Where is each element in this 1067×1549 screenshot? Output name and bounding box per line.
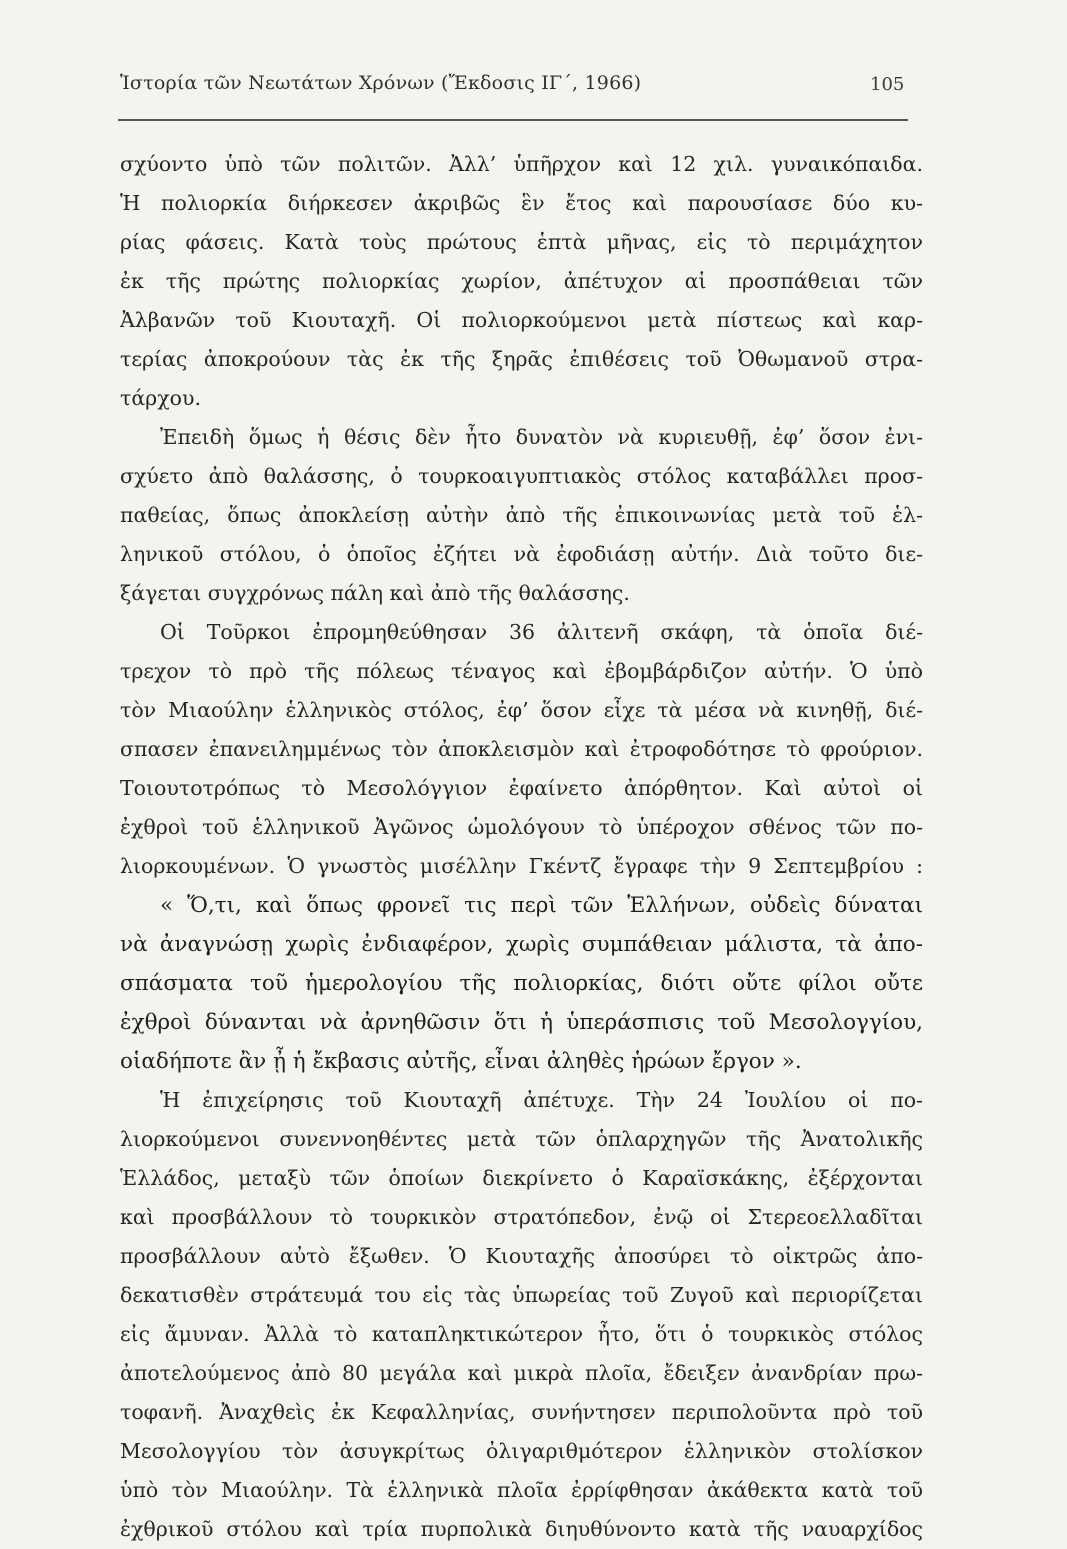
- quote-line: « Ὅ,τι, καὶ ὅπως φρονεῖ τις περὶ τῶν Ἑλλήνων, οὐδεὶς δύναται: [160, 893, 923, 918]
- text-line: ἐχθροὶ τοῦ ἑλληνικοῦ Ἀγῶνος ὡμολόγουν τὸ ὑπέροχον σθένος τῶν πο-: [120, 815, 923, 839]
- text-line: Ἡ πολιορκία διήρκεσεν ἀκριβῶς ἓν ἔτος καὶ παρουσίασε δύο κυ-: [120, 191, 923, 215]
- text-line: Ἐπειδὴ ὅμως ἡ θέσις δὲν ἦτο δυνατὸν νὰ κυριευθῇ, ἐφ’ ὅσον ἐνι-: [160, 425, 923, 449]
- page-number: 105: [870, 74, 905, 95]
- text-line: ἀποτελούμενος ἀπὸ 80 μεγάλα καὶ μικρὰ πλοῖα, ἔδειξεν ἀνανδρίαν πρω-: [120, 1361, 923, 1385]
- text-line: λιορκουμένων. Ὁ γνωστὸς μισέλλην Γκέντζ ἔγραφε τὴν 9 Σεπτεμβρίου :: [120, 854, 923, 878]
- text-line: Ἡ ἐπιχείρησις τοῦ Κιουταχῆ ἀπέτυχε. Τὴν 24 Ἰουλίου οἱ πο-: [160, 1088, 923, 1112]
- text-line: προσβάλλουν αὐτὸ ἔξωθεν. Ὁ Κιουταχῆς ἀποσύρει τὸ οἰκτρῶς ἀπο-: [120, 1244, 923, 1268]
- text-line: ξάγεται συγχρόνως πάλη καὶ ἀπὸ τῆς θαλάσσης.: [120, 581, 630, 605]
- text-line: παθείας, ὅπως ἀποκλείσῃ αὐτὴν ἀπὸ τῆς ἐπικοινωνίας μετὰ τοῦ ἑλ-: [120, 503, 923, 527]
- text-line: λιορκούμενοι συνεννοηθέντες μετὰ τῶν ὁπλαρχηγῶν τῆς Ἀνατολικῆς: [120, 1127, 923, 1151]
- text-line: τρεχον τὸ πρὸ τῆς πόλεως τέναγος καὶ ἐβομβάρδιζον αὐτήν. Ὁ ὑπὸ: [120, 659, 923, 683]
- text-line: τοφανῆ. Ἀναχθεὶς ἐκ Κεφαλληνίας, συνήντησεν περιπολοῦντα πρὸ τοῦ: [120, 1400, 923, 1424]
- text-line: Οἱ Τοῦρκοι ἐπρομηθεύθησαν 36 ἀλιτενῆ σκάφη, τὰ ὁποῖα διέ-: [160, 620, 923, 644]
- running-title: Ἱστορία τῶν Νεωτάτων Χρόνων (Ἔκδοσις ΙΓ΄, 1966): [120, 72, 642, 94]
- text-line: Ἑλλάδος, μεταξὺ τῶν ὁποίων διεκρίνετο ὁ Καραϊσκάκης, ἐξέρχονται: [120, 1166, 923, 1190]
- text-line: ληνικοῦ στόλου, ὁ ὁποῖος ἐζήτει νὰ ἐφοδιάσῃ αὐτήν. Διὰ τοῦτο διε-: [120, 542, 923, 566]
- text-line: τάρχου.: [120, 386, 201, 410]
- text-line: σχύοντο ὑπὸ τῶν πολιτῶν. Ἀλλ’ ὑπῆρχον καὶ 12 χιλ. γυναικόπαιδα.: [120, 152, 923, 176]
- text-line: ἐκ τῆς πρώτης πολιορκίας χωρίον, ἀπέτυχον αἱ προσπάθειαι τῶν: [120, 269, 923, 293]
- quote-line: οἱαδήποτε ἂν ᾖ ἡ ἔκβασις αὐτῆς, εἶναι ἀληθὲς ἡρώων ἔργον ».: [120, 1049, 802, 1074]
- body-text: [120, 145, 923, 1549]
- text-line: ρίας φάσεις. Κατὰ τοὺς πρώτους ἑπτὰ μῆνας, εἰς τὸ περιμάχητον: [120, 230, 923, 254]
- text-line: Μεσολογγίου τὸν ἀσυγκρίτως ὀλιγαριθμότερον ἑλληνικὸν στολίσκον: [120, 1439, 923, 1463]
- quote-line: ἐχθροὶ δύνανται νὰ ἀρνηθῶσιν ὅτι ἡ ὑπεράσπισις τοῦ Μεσολογγίου,: [120, 1010, 923, 1035]
- text-line: σπασεν ἐπανειλημμένως τὸν ἀποκλεισμὸν καὶ ἐτροφοδότησε τὸ φρούριον.: [120, 737, 923, 761]
- text-line: εἰς ἄμυναν. Ἀλλὰ τὸ καταπληκτικώτερον ἦτο, ὅτι ὁ τουρκικὸς στόλος: [120, 1322, 923, 1346]
- quote-line: νὰ ἀναγνώσῃ χωρὶς ἐνδιαφέρον, χωρὶς συμπάθειαν μάλιστα, τὰ ἀπο-: [120, 932, 923, 957]
- quote-line: σπάσματα τοῦ ἡμερολογίου τῆς πολιορκίας, διότι οὔτε φίλοι οὔτε: [120, 971, 923, 996]
- text-line: ἐχθρικοῦ στόλου καὶ τρία πυρπολικὰ διηυθύνοντο κατὰ τῆς ναυαρχίδος: [120, 1517, 923, 1541]
- text-line: Ἀλβανῶν τοῦ Κιουταχῆ. Οἱ πολιορκούμενοι μετὰ πίστεως καὶ καρ-: [120, 308, 923, 332]
- text-line: καὶ προσβάλλουν τὸ τουρκικὸν στρατόπεδον, ἐνῷ οἱ Στερεοελλαδῖται: [120, 1205, 923, 1229]
- text-line: τερίας ἀποκρούουν τὰς ἐκ τῆς ξηρᾶς ἐπιθέσεις τοῦ Ὀθωμανοῦ στρα-: [120, 347, 923, 371]
- text-line: δεκατισθὲν στράτευμά του εἰς τὰς ὑπωρείας τοῦ Ζυγοῦ καὶ περιορίζεται: [120, 1283, 923, 1307]
- text-line: ὑπὸ τὸν Μιαούλην. Τὰ ἑλληνικὰ πλοῖα ἐρρίφθησαν ἀκάθεκτα κατὰ τοῦ: [120, 1478, 923, 1502]
- text-line: σχύετο ἀπὸ θαλάσσης, ὁ τουρκοαιγυπτιακὸς στόλος καταβάλλει προσ-: [120, 464, 923, 488]
- text-line: Τοιουτοτρόπως τὸ Μεσολόγγιον ἐφαίνετο ἀπόρθητον. Καὶ αὐτοὶ οἱ: [120, 776, 923, 800]
- header-rule: [118, 119, 908, 121]
- text-line: τὸν Μιαούλην ἑλληνικὸς στόλος, ἐφ’ ὅσον εἶχε τὰ μέσα νὰ κινηθῇ, διέ-: [120, 698, 923, 722]
